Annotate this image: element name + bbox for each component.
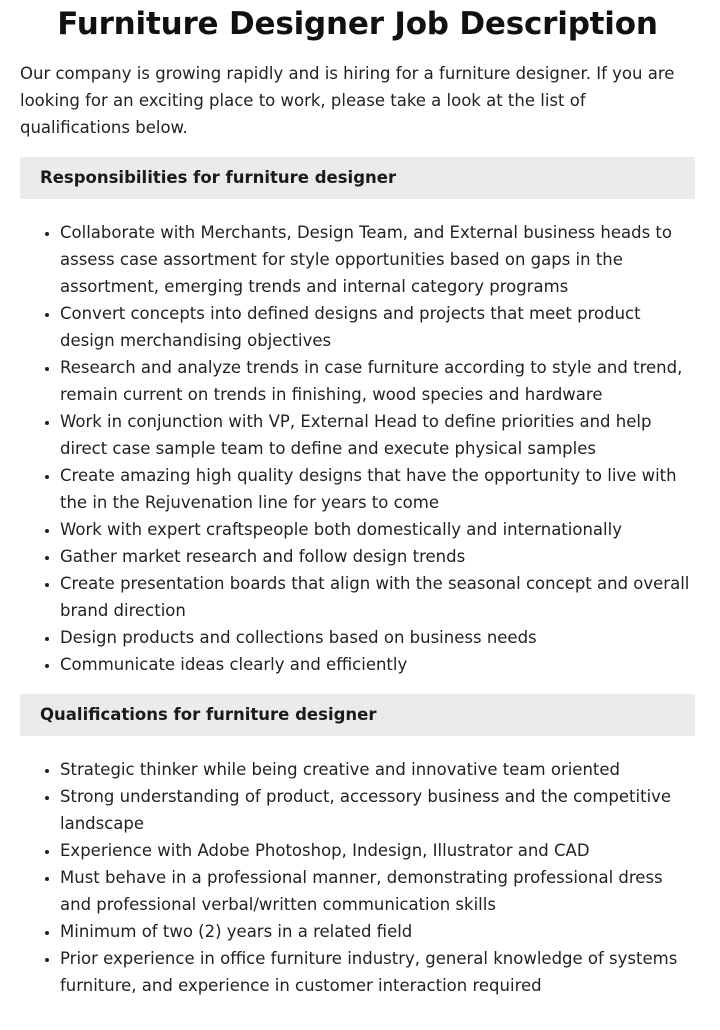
list-item: • Prior experience in office furniture industry, general knowledge of systems furniture, and experience in customer interaction required (60, 945, 695, 999)
list-item: • Strong understanding of product, accessory business and the competitive landscape (60, 783, 695, 837)
list-item: • Experience with Adobe Photoshop, Indesign, Illustrator and CAD (60, 837, 695, 864)
list-item: • Create amazing high quality designs that have the opportunity to live with the in the Rejuvenation line for years to come (60, 462, 695, 516)
qualifications-heading: Qualifications for furniture designer (20, 694, 695, 736)
list-item: • Minimum of two (2) years in a related field (60, 918, 695, 945)
list-item: • Work in conjunction with VP, External Head to define priorities and help direct case sample team to define and execute physical samples (60, 408, 695, 462)
list-item: • Work with expert craftspeople both domestically and internationally (60, 516, 695, 543)
qualifications-list (20, 756, 695, 999)
responsibilities-list (20, 219, 695, 678)
list-item: • Communicate ideas clearly and efficiently (60, 651, 695, 678)
list-item: • Must behave in a professional manner, demonstrating professional dress and professional verbal/written communication skills (60, 864, 695, 918)
list-item: • Strategic thinker while being creative and innovative team oriented (60, 756, 695, 783)
page-title: Furniture Designer Job Description (57, 6, 658, 42)
list-item: • Gather market research and follow design trends (60, 543, 695, 570)
list-item: • Create presentation boards that align with the seasonal concept and overall brand direction (60, 570, 695, 624)
list-item: • Collaborate with Merchants, Design Team, and External business heads to assess case assortment for style opportunities based on gaps in the assortment, emerging trends and internal category programs (60, 219, 695, 300)
responsibilities-heading: Responsibilities for furniture designer (20, 157, 695, 199)
intro-paragraph: Our company is growing rapidly and is hiring for a furniture designer. If you are looking for an exciting place to work, please take a look at the list of qualifications below. (20, 64, 675, 137)
list-item: • Research and analyze trends in case furniture according to style and trend, remain current on trends in finishing, wood species and hardware (60, 354, 695, 408)
list-item: • Design products and collections based on business needs (60, 624, 695, 651)
list-item: • Convert concepts into defined designs and projects that meet product design merchandising objectives (60, 300, 695, 354)
